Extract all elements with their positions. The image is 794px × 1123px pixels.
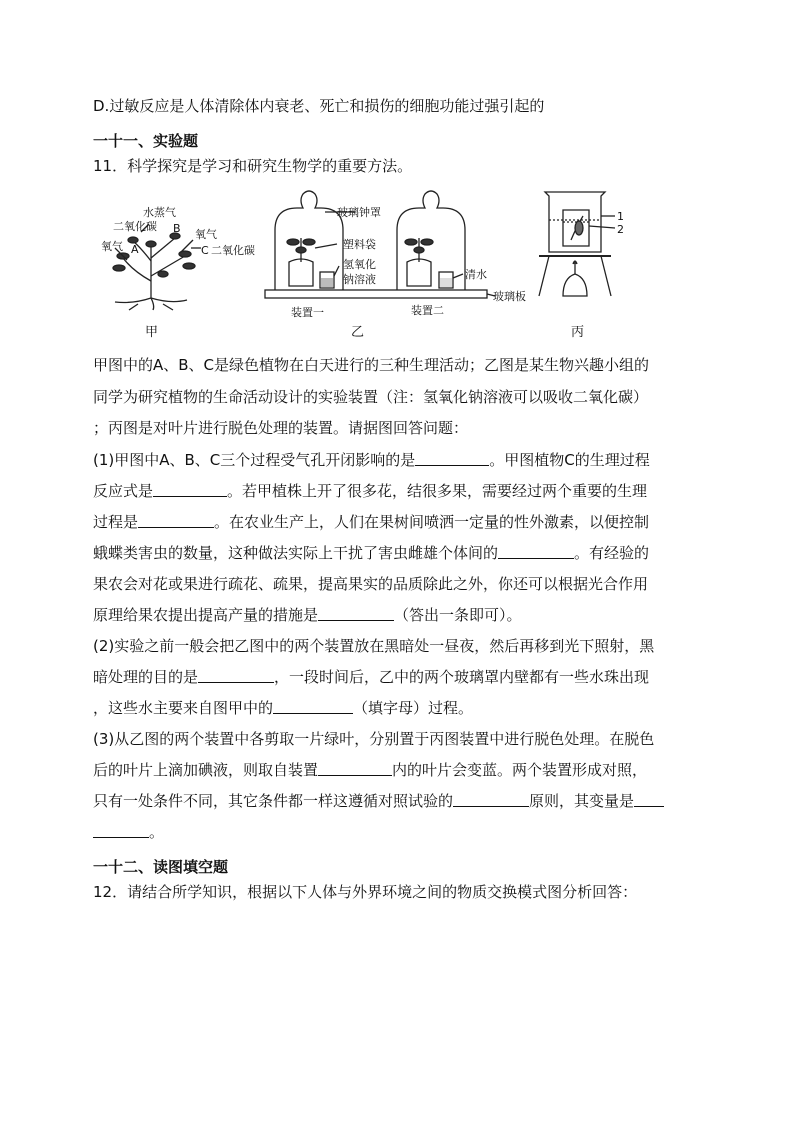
label-1: 1: [617, 210, 624, 223]
answer-blank-1[interactable]: [415, 451, 489, 466]
answer-blank-4[interactable]: [498, 544, 574, 559]
experiment-figure-svg: [93, 186, 703, 346]
q3-line-4: 。: [93, 822, 703, 842]
label-device-1: 装置一: [291, 306, 324, 319]
answer-blank-5[interactable]: [318, 606, 394, 621]
label-naoh-2: 钠溶液: [343, 273, 376, 286]
plant-diagram-jia: [113, 224, 201, 310]
q2-line-2: 暗处理的目的是 ，一段时间后，乙中的两个玻璃罩内壁都有一些水珠出现: [93, 668, 650, 686]
q1-line-4: 蛾蝶类害虫的数量，这种做法实际上干扰了害虫雌雄个体间的 。有经验的: [93, 544, 650, 562]
section-12-heading: 一十二、读图填空题: [93, 858, 229, 876]
q2-line-1: (2)实验之前一般会把乙图中的两个装置放在黑暗处一昼夜，然后再移到光下照射，黑: [93, 637, 655, 655]
answer-blank-8[interactable]: [318, 761, 392, 776]
label-oxygen-right: 氧气: [195, 228, 217, 241]
question-12-intro: 12．请结合所学知识，根据以下人体与外界环境之间的物质交换模式图分析回答：: [93, 883, 638, 901]
caption-bing: 丙: [571, 325, 585, 340]
caption-yi: 乙: [351, 325, 365, 340]
label-oxygen-left: 氧气: [101, 240, 123, 253]
answer-blank-9[interactable]: [453, 792, 529, 807]
q1-line-6: 原理给果农提出提高产量的措施是 （答出一条即可）。: [93, 606, 522, 624]
label-bell-jar: 玻璃钟罩: [337, 206, 381, 219]
answer-blank-10-start[interactable]: [634, 792, 664, 807]
section-11-heading: 一十一、实验题: [93, 132, 199, 150]
answer-blank-7[interactable]: [273, 699, 353, 714]
q3-line-1: (3)从乙图的两个装置中各剪取一片绿叶，分别置于丙图装置中进行脱色处理。在脱色: [93, 730, 655, 748]
caption-jia: 甲: [145, 325, 159, 340]
q1-line-5: 果农会对花或果进行疏花、疏果，提高果实的品质除此之外，你还可以根据光合作用: [93, 575, 649, 593]
label-2: 2: [617, 223, 624, 236]
q3-line-2: 后的叶片上滴加碘液，则取自装置 内的叶片会变蓝。两个装置形成对照，: [93, 761, 648, 779]
q1-line-1: (1)甲图中A、B、C三个过程受气孔开闭影响的是 。甲图植物C的生理过程: [93, 451, 650, 469]
label-b: B: [173, 222, 181, 235]
label-c: C: [201, 244, 209, 257]
desc-line-2: 同学为研究植物的生命活动设计的实验装置（注：氢氧化钠溶液可以吸收二氧化碳）: [93, 388, 649, 406]
answer-blank-10-end[interactable]: [93, 823, 149, 838]
answer-blank-3[interactable]: [138, 513, 214, 528]
label-device-2: 装置二: [411, 304, 444, 317]
label-co2-right: 二氧化碳: [211, 244, 255, 257]
label-co2-left: 二氧化碳: [113, 220, 157, 233]
label-naoh-1: 氢氧化: [343, 258, 376, 271]
label-a: A: [131, 243, 139, 256]
answer-blank-6[interactable]: [198, 668, 274, 683]
answer-blank-2[interactable]: [153, 482, 227, 497]
question-10-option-d: D.过敏反应是人体清除体内衰老、死亡和损伤的细胞功能过强引起的: [93, 97, 545, 115]
label-glass-plate: 玻璃板: [493, 290, 526, 303]
apparatus-bing: [539, 192, 615, 296]
label-water-vapor: 水蒸气: [143, 206, 176, 219]
label-water: 清水: [465, 268, 487, 281]
desc-line-1: 甲图中的A、B、C是绿色植物在白天进行的三种生理活动；乙图是某生物兴趣小组的: [93, 356, 650, 374]
question-11-intro: 11．科学探究是学习和研究生物学的重要方法。: [93, 157, 413, 175]
label-plastic-bag: 塑料袋: [343, 238, 376, 251]
q2-line-3: ，这些水主要来自图甲中的 （填字母）过程。: [93, 699, 474, 717]
q1-line-3: 过程是 。在农业生产上，人们在果树间喷洒一定量的性外激素，以便控制: [93, 513, 650, 531]
q3-line-3: 只有一处条件不同，其它条件都一样这遵循对照试验的 原则，其变量是: [93, 791, 703, 811]
desc-line-3: ；丙图是对叶片进行脱色处理的装置。请据图回答问题：: [93, 419, 469, 437]
experiment-figure: [93, 186, 703, 346]
q1-line-2: 反应式是 。若甲植株上开了很多花，结很多果，需要经过两个重要的生理: [93, 482, 648, 500]
